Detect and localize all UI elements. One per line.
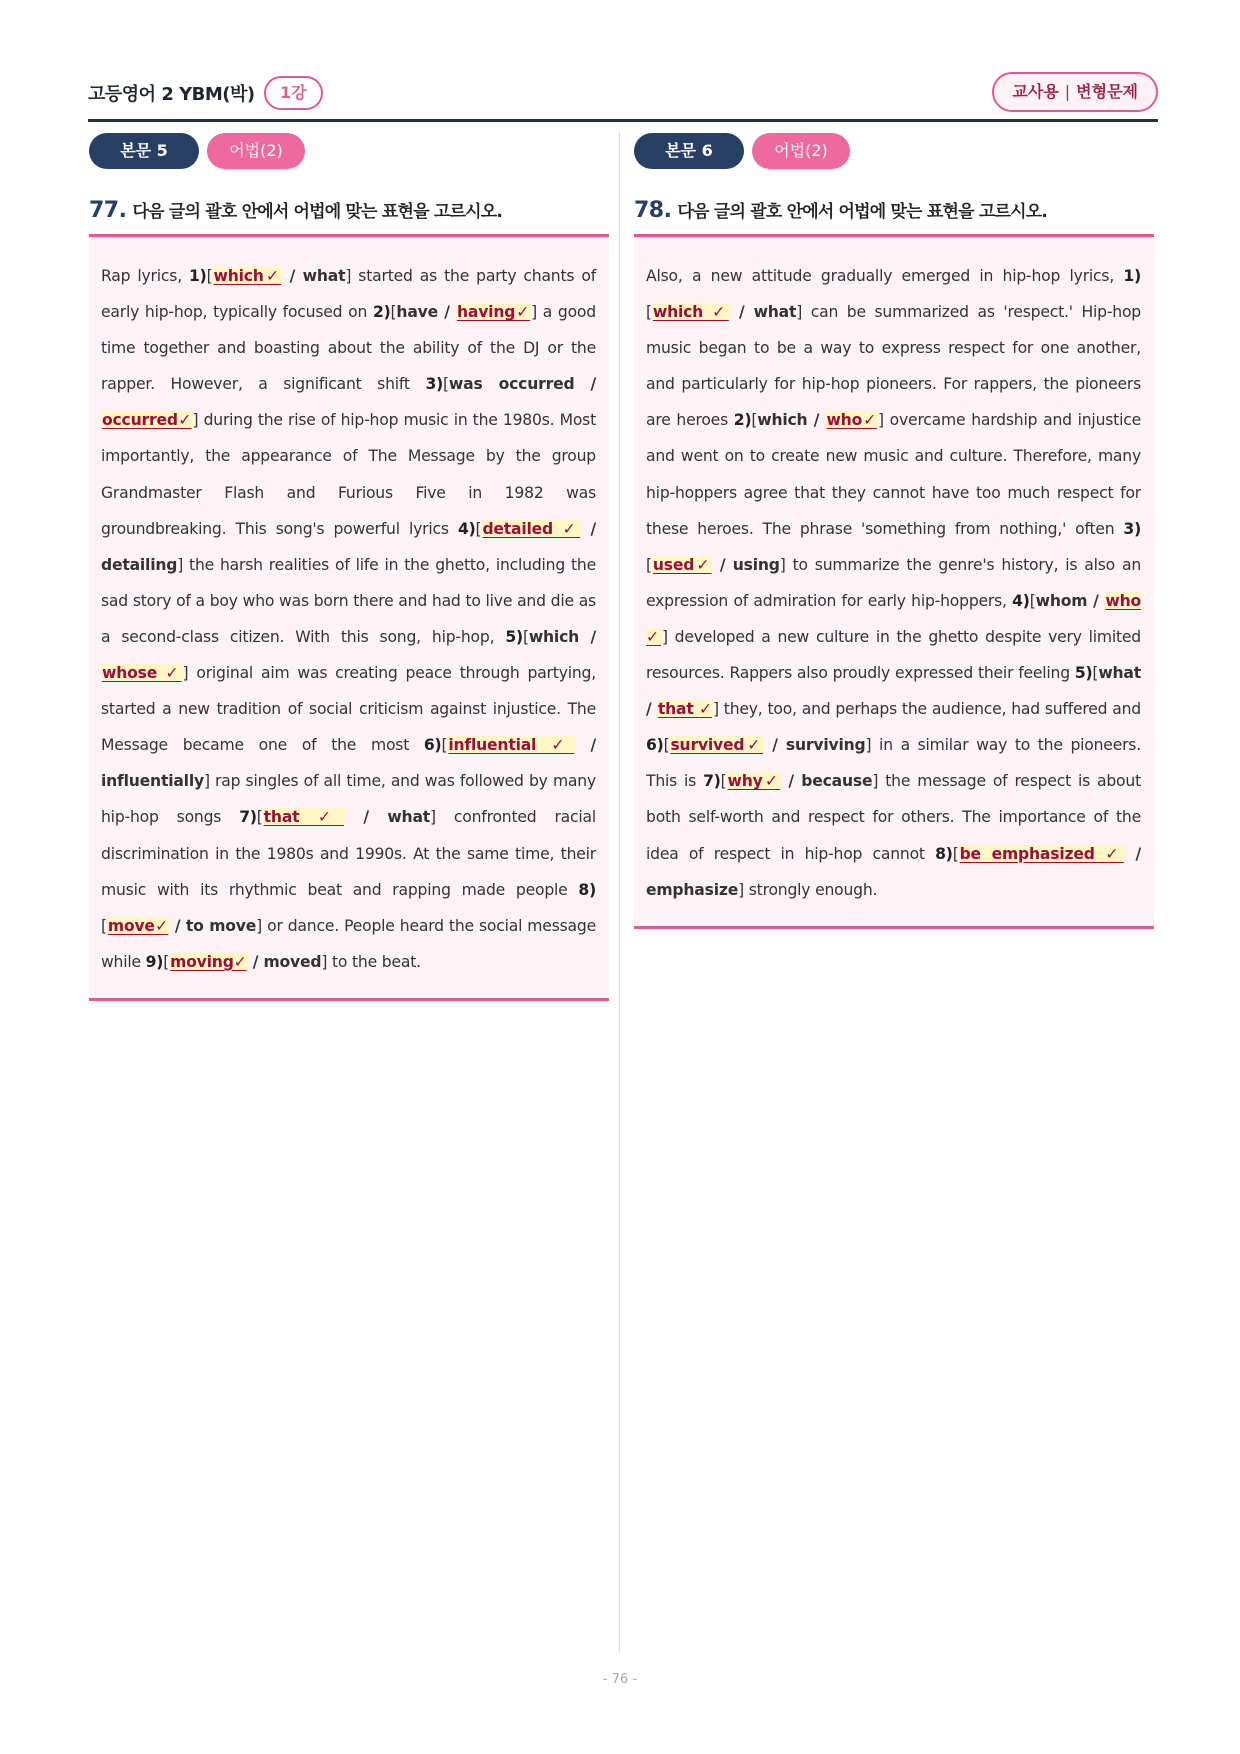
passage-text: [: [206, 267, 213, 285]
question-instruction: 다음 글의 괄호 안에서 어법에 맞는 표현을 고르시오.: [132, 202, 503, 222]
choice-option: / what: [729, 303, 797, 322]
question-instruction: 다음 글의 괄호 안에서 어법에 맞는 표현을 고르시오.: [677, 202, 1048, 222]
choice-option: / using: [712, 555, 780, 574]
badge-separator: |: [1064, 82, 1071, 101]
correct-answer: who ✓: [646, 591, 1141, 646]
correct-answer: detailed ✓: [482, 519, 580, 538]
passage-text: [: [475, 519, 482, 538]
passage-text: [: [646, 555, 652, 574]
item-number: 9): [145, 952, 164, 971]
choice-option: which /: [528, 627, 596, 646]
passage-text: Also, a new attitude gradually emerged in hip-hop lyrics,: [646, 267, 1124, 285]
page-number: - 76 -: [602, 1672, 638, 1687]
correct-answer: survived✓: [670, 736, 764, 755]
role-label: 교사용: [1012, 82, 1059, 101]
passage-text: ] rap singles of all time, and was followed by many hip-hop songs: [101, 772, 596, 827]
type-label: 변형문제: [1076, 82, 1138, 101]
correct-answer: having✓: [456, 303, 531, 322]
passage-text: ] the message of respect is about both self-worth and respect for others. The importance of the idea of respect in hip-hop cannot: [646, 772, 1141, 863]
item-number: 3): [425, 375, 444, 394]
passage-box: [634, 237, 1154, 929]
item-number: 5): [1074, 664, 1093, 683]
passage-text: ] a good time together and boasting about the ability of the DJ or the rapper. However, a significant shift: [101, 303, 596, 394]
passage-text: ] strongly enough.: [738, 880, 878, 899]
choice-option: was occurred /: [448, 375, 596, 394]
passage-text: [: [646, 303, 652, 322]
choice-option: / influentially: [101, 736, 597, 791]
column-divider: [619, 132, 620, 1652]
passage-box: [89, 237, 609, 1001]
right-column: [634, 133, 1154, 929]
choice-option: whom /: [1035, 591, 1105, 610]
correct-answer: whose ✓: [102, 664, 182, 683]
passage-text: [: [256, 808, 263, 827]
item-number: 4): [457, 519, 476, 538]
passage-text: [: [443, 375, 449, 394]
passage-text: ] confronted racial discrimination in the 1980s and 1990s. At the same time, their music with its rhythmic beat and rapping made people: [101, 808, 597, 899]
passage-text: ] they, too, and perhaps the audience, had suffered and: [713, 700, 1142, 719]
passage-text: ] to summarize the genre's history, is also an expression of admiration for early hip-hoppers,: [646, 555, 1141, 610]
category-pill: 어법(2): [752, 133, 850, 169]
correct-answer: which✓: [213, 267, 282, 285]
item-number: 2): [733, 411, 752, 430]
section-pill: 본문 5: [89, 133, 199, 169]
section-pills: [634, 133, 1154, 169]
role-badge: [992, 72, 1158, 112]
correct-answer: be emphasized ✓: [959, 844, 1124, 863]
passage-text: ] in a similar way to the pioneers. This is: [646, 736, 1141, 791]
correct-answer: which ✓: [652, 303, 729, 322]
correct-answer: that ✓: [263, 808, 344, 827]
correct-answer: that ✓: [657, 700, 712, 719]
choice-option: / because: [780, 772, 873, 791]
passage-text: ] or dance. People heard the social message while: [101, 916, 596, 971]
correct-answer: move✓: [107, 916, 169, 935]
choice-option: what /: [646, 664, 1141, 719]
passage-text: ] can be summarized as 'respect.' Hip-hop music began to be a way to express respect for one another, and particularly for hip-hop pioneers. For rappers, the pioneers are heroes: [646, 303, 1141, 430]
book-title: 고등영어 2 YBM(박): [88, 84, 255, 105]
choice-option: / surviving: [764, 736, 866, 755]
item-number: 7): [239, 808, 257, 827]
passage-text: Rap lyrics,: [101, 267, 190, 285]
passage-text: ] the harsh realities of life in the ghetto, including the sad story of a boy who was born there and had to live and die as a second-class citizen. With this song, hip-hop,: [101, 555, 596, 646]
passage-text: [: [101, 916, 107, 935]
passage-text: [: [751, 411, 758, 430]
correct-answer: influential ✓: [448, 736, 575, 755]
passage-text: [: [1029, 591, 1036, 610]
question-number: 77.: [89, 198, 127, 223]
question-header: [634, 197, 1154, 237]
choice-option: / moved: [247, 952, 322, 971]
correct-answer: why✓: [727, 772, 780, 791]
passage-text: [: [390, 303, 397, 322]
section-pill: 본문 6: [634, 133, 744, 169]
correct-answer: who✓: [826, 411, 878, 430]
passage-text: ] to the beat.: [321, 952, 421, 971]
left-column: [89, 133, 609, 1001]
item-number: 6): [646, 736, 664, 755]
passage-text: ] developed a new culture in the ghetto despite very limited resources. Rappers also proudly expressed their feeling: [646, 627, 1141, 683]
item-number: 8): [935, 844, 953, 863]
correct-answer: used✓: [652, 555, 712, 574]
choice-option: / to move: [169, 916, 257, 935]
question-number: 78.: [634, 198, 672, 223]
choice-option: / what: [344, 808, 431, 827]
category-pill: 어법(2): [207, 133, 305, 169]
item-number: 2): [372, 303, 391, 322]
passage-text: [: [952, 844, 959, 863]
item-number: 5): [505, 627, 523, 646]
passage-text: ] original aim was creating peace through partying, started a new tradition of social criticism against injustice. The Message became one of the most: [101, 664, 596, 755]
passage-text: [: [720, 772, 727, 791]
page-header: [88, 70, 1158, 122]
passage-text: ] started as the party chants of early hip-hop, typically focused on: [101, 267, 597, 322]
passage-text: [: [522, 627, 529, 646]
choice-option: have /: [396, 303, 456, 322]
passage-text: ] during the rise of hip-hop music in the 1980s. Most importantly, the appearance of The Message by the group Grandmaster Flash and Furious Five in 1982 was groundbreaking. This song's powerful lyrics: [101, 411, 597, 538]
item-number: 7): [703, 772, 721, 791]
question-header: [89, 197, 609, 237]
item-number: 6): [423, 736, 442, 755]
choice-option: / what: [282, 267, 346, 285]
item-number: 3): [1123, 519, 1141, 538]
item-number: 8): [578, 880, 596, 899]
correct-answer: occurred✓: [102, 411, 192, 430]
passage-text: [: [163, 952, 170, 971]
passage-text: [: [1092, 664, 1099, 683]
passage-text: [: [663, 736, 670, 755]
section-pills: [89, 133, 609, 169]
lesson-badge: 1강: [264, 76, 323, 110]
passage-text: [: [441, 736, 448, 755]
choice-option: / detailing: [101, 519, 596, 574]
item-number: 1): [189, 267, 207, 285]
item-number: 1): [1123, 267, 1141, 285]
choice-option: / emphasize: [646, 844, 1141, 899]
passage-text: ] overcame hardship and injustice and went on to create new music and culture. Therefore, many hip-hoppers agree that they cannot have too much respect for these heroes. The phrase 'something from nothing,' often: [646, 411, 1141, 538]
correct-answer: moving✓: [170, 952, 247, 971]
item-number: 4): [1012, 591, 1030, 610]
choice-option: which /: [757, 411, 826, 430]
